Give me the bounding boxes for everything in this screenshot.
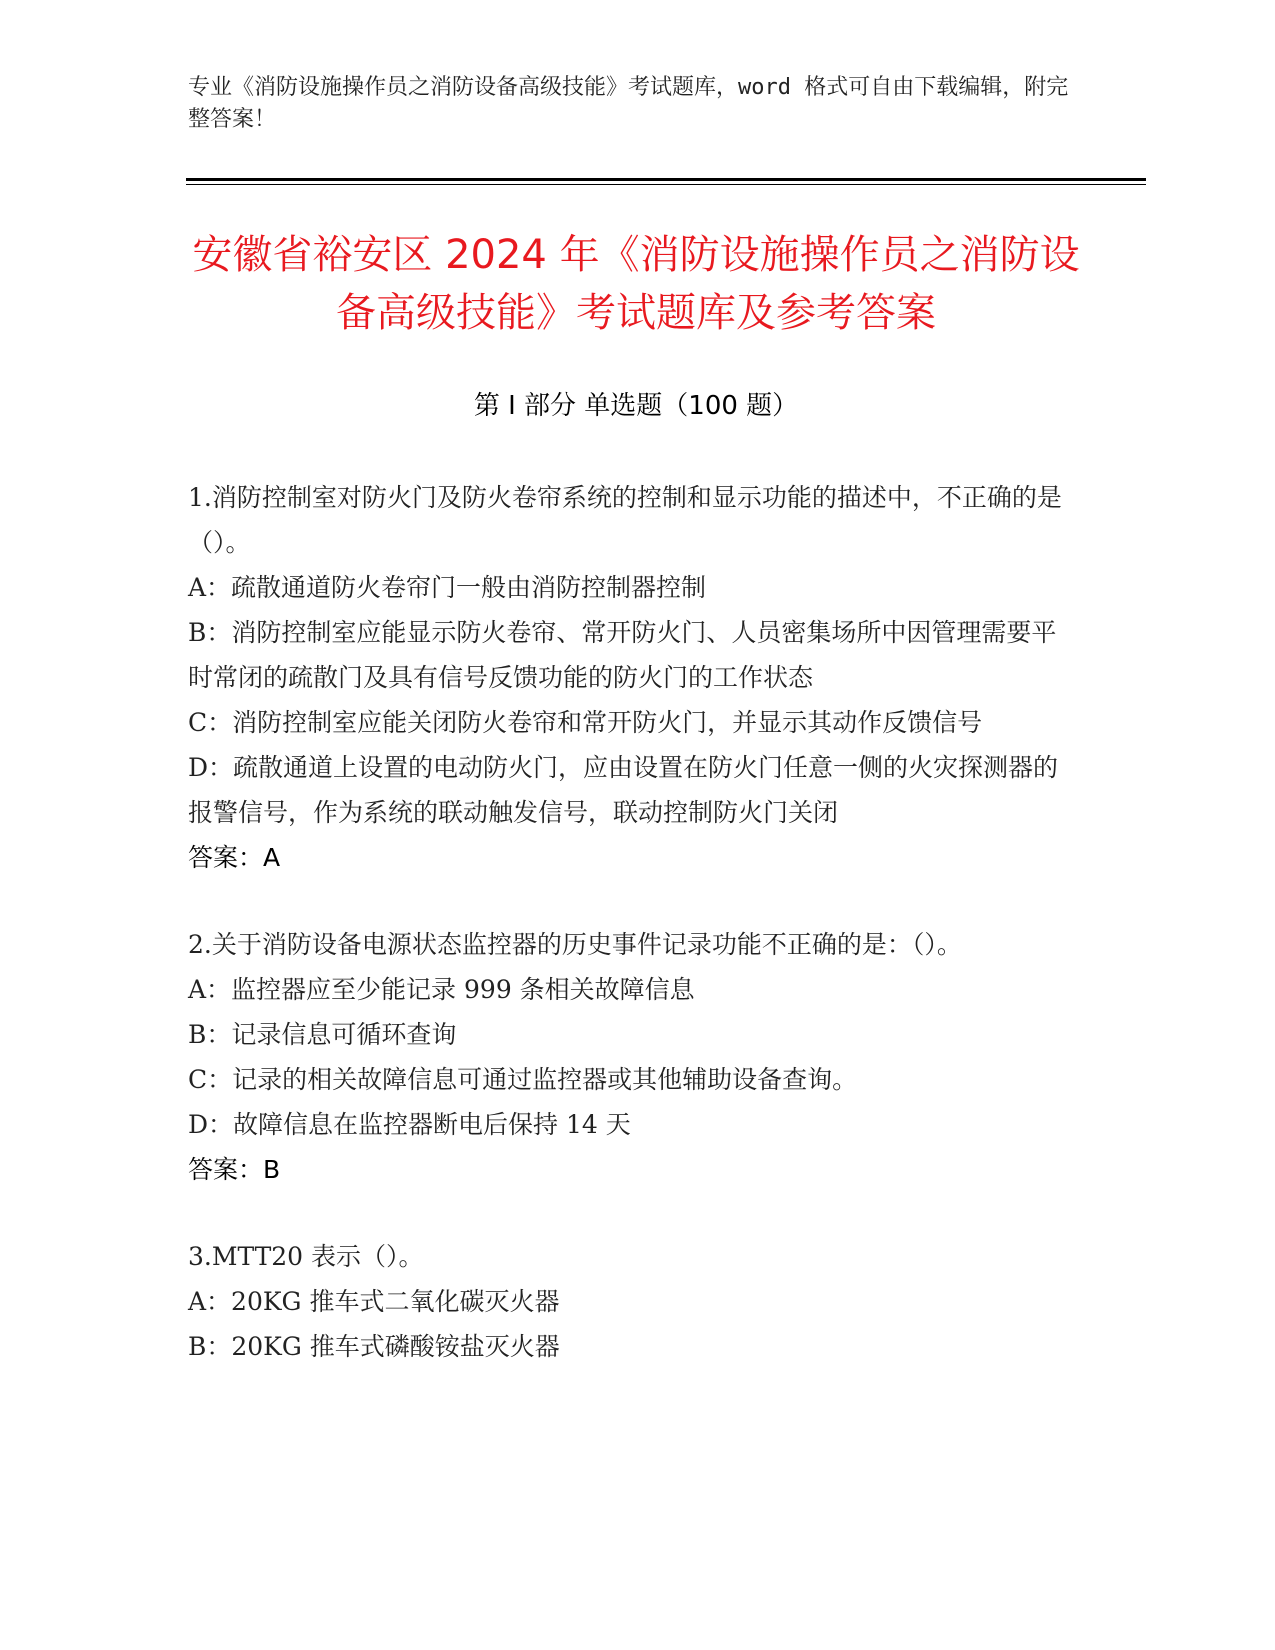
question-text: 1.消防控制室对防火门及防火卷帘系统的控制和显示功能的描述中，不正确的是（）。 [188,483,1062,557]
option-d: D：故障信息在监控器断电后保持 14 天 [188,1110,631,1139]
answer: 答案：A [188,843,281,872]
question-3 [188,1234,1078,1369]
document-title: 安徽省裕安区 2024 年《消防设施操作员之消防设备高级技能》考试题库及参考答案 [192,232,1080,336]
question-text: 3.MTT20 表示（）。 [188,1242,424,1271]
option-b: B：20KG 推车式磷酸铵盐灭火器 [188,1332,560,1361]
question-1 [188,475,1078,880]
option-b: B：消防控制室应能显示防火卷帘、常开防火门、人员密集场所中因管理需要平时常闭的疏散门及具有信号反馈功能的防火门的工作状态 [188,618,1057,692]
option-c: C：消防控制室应能关闭防火卷帘和常开防火门，并显示其动作反馈信号 [188,708,983,737]
header-note: 专业《消防设施操作员之消防设备高级技能》考试题库，word 格式可自由下载编辑，附完整答案！ [188,75,1069,132]
option-b: B：记录信息可循环查询 [188,1020,457,1049]
option-a: A：监控器应至少能记录 999 条相关故障信息 [188,975,695,1004]
option-d: D：疏散通道上设置的电动防火门，应由设置在防火门任意一侧的火灾探测器的报警信号，作为系统的联动触发信号，联动控制防火门关闭 [188,753,1059,827]
header-rule-thick [186,178,1146,181]
question-2 [188,922,1078,1192]
option-a: A：20KG 推车式二氧化碳灭火器 [188,1287,560,1316]
option-c: C：记录的相关故障信息可通过监控器或其他辅助设备查询。 [188,1065,858,1094]
question-list [188,475,1078,1411]
question-text: 2.关于消防设备电源状态监控器的历史事件记录功能不正确的是：（）。 [188,930,962,959]
answer: 答案：B [188,1155,281,1184]
option-a: A：疏散通道防火卷帘门一般由消防控制器控制 [188,573,707,602]
header-rule-thin [186,184,1146,185]
section-title: 第 I 部分 单选题（100 题） [473,391,799,421]
